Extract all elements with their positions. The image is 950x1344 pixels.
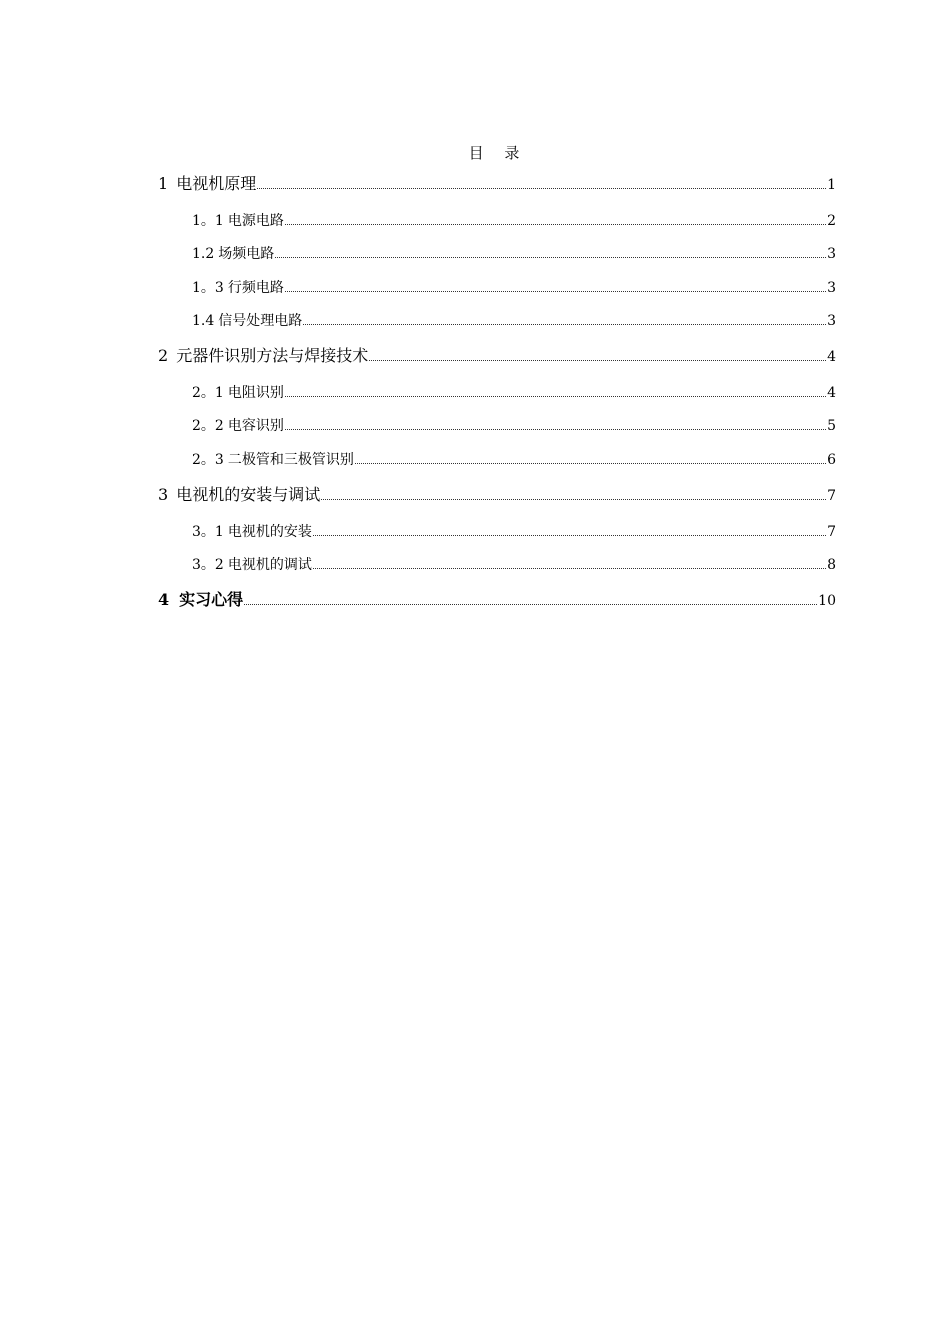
toc-entry-page: 7 [827, 524, 836, 540]
toc-entry-page: 3 [827, 280, 836, 296]
toc-entry-title: 信号处理电路 [218, 313, 303, 329]
toc-entry-page: 7 [827, 488, 836, 504]
toc-entry-page: 3 [827, 246, 836, 262]
toc-entry[interactable] [158, 171, 836, 194]
toc-entry[interactable] [158, 482, 836, 505]
toc-dot-leader [285, 223, 826, 225]
toc-entry-title: 电视机的安装与调试 [176, 485, 321, 504]
toc-dot-leader [285, 290, 826, 292]
toc-entry-title: 场频电路 [218, 246, 275, 262]
toc-dot-leader [369, 359, 826, 361]
toc-entry-page: 3 [827, 313, 836, 329]
toc-dot-leader [257, 187, 826, 189]
toc-entry-number: 1 [158, 174, 169, 193]
toc-entry-title: 电视机原理 [176, 174, 257, 193]
toc-entry-title: 电视机的安装 [227, 524, 312, 540]
toc-entry-page: 2 [827, 213, 836, 229]
toc-entry[interactable] [192, 449, 836, 469]
toc-entry-title: 行频电路 [227, 280, 284, 296]
toc-entry-title: 电视机的调试 [227, 557, 312, 573]
toc-entry-title: 电源电路 [227, 213, 284, 229]
toc-entry[interactable] [192, 554, 836, 574]
toc-dot-leader [321, 498, 826, 500]
toc-entry-number: 3。1 [192, 524, 224, 540]
toc-entry[interactable] [192, 277, 836, 297]
toc-dot-leader [313, 534, 826, 536]
toc-entry[interactable] [192, 310, 836, 330]
toc-dot-leader [244, 603, 817, 605]
toc-entry-page: 8 [827, 557, 836, 573]
toc-entry[interactable] [192, 243, 836, 263]
toc-entry-number: 1。3 [192, 280, 224, 296]
toc-entry[interactable] [192, 210, 836, 230]
toc-entry[interactable] [192, 415, 836, 435]
toc-entry-page: 4 [827, 385, 836, 401]
toc-entry-number: 4 [158, 590, 170, 609]
toc-dot-leader [285, 428, 826, 430]
toc-dot-leader [303, 323, 826, 325]
toc-entry-number: 1。1 [192, 213, 224, 229]
toc-entry-page: 1 [827, 177, 836, 193]
toc-entry[interactable] [192, 382, 836, 402]
toc-dot-leader [285, 395, 826, 397]
toc-entry-number: 1.4 [192, 313, 215, 329]
toc-entry-title: 实习心得 [179, 590, 244, 609]
toc-entry[interactable] [158, 343, 836, 366]
toc-entry-page: 10 [818, 593, 836, 609]
toc-entry-number: 3。2 [192, 557, 224, 573]
toc-entry[interactable] [192, 521, 836, 541]
toc-entry-number: 2。3 [192, 452, 224, 468]
toc-entry-title: 元器件识别方法与焊接技术 [176, 346, 369, 365]
toc-dot-leader [355, 462, 826, 464]
toc-entry-page: 5 [827, 418, 836, 434]
toc-entry[interactable] [158, 587, 836, 610]
toc-entry-number: 2。1 [192, 385, 224, 401]
toc-dot-leader [275, 256, 826, 258]
toc-entry-title: 电容识别 [227, 418, 284, 434]
toc-entry-number: 2。2 [192, 418, 224, 434]
toc-entry-number: 1.2 [192, 246, 215, 262]
toc-entry-title: 二极管和三极管识别 [227, 452, 354, 468]
toc-entry-page: 4 [827, 349, 836, 365]
toc-entry-number: 2 [158, 346, 169, 365]
toc-title: 目 录 [468, 144, 528, 162]
toc-entry-number: 3 [158, 485, 169, 504]
toc-dot-leader [313, 567, 826, 569]
toc-entry-page: 6 [827, 452, 836, 468]
toc-entry-title: 电阻识别 [227, 385, 284, 401]
